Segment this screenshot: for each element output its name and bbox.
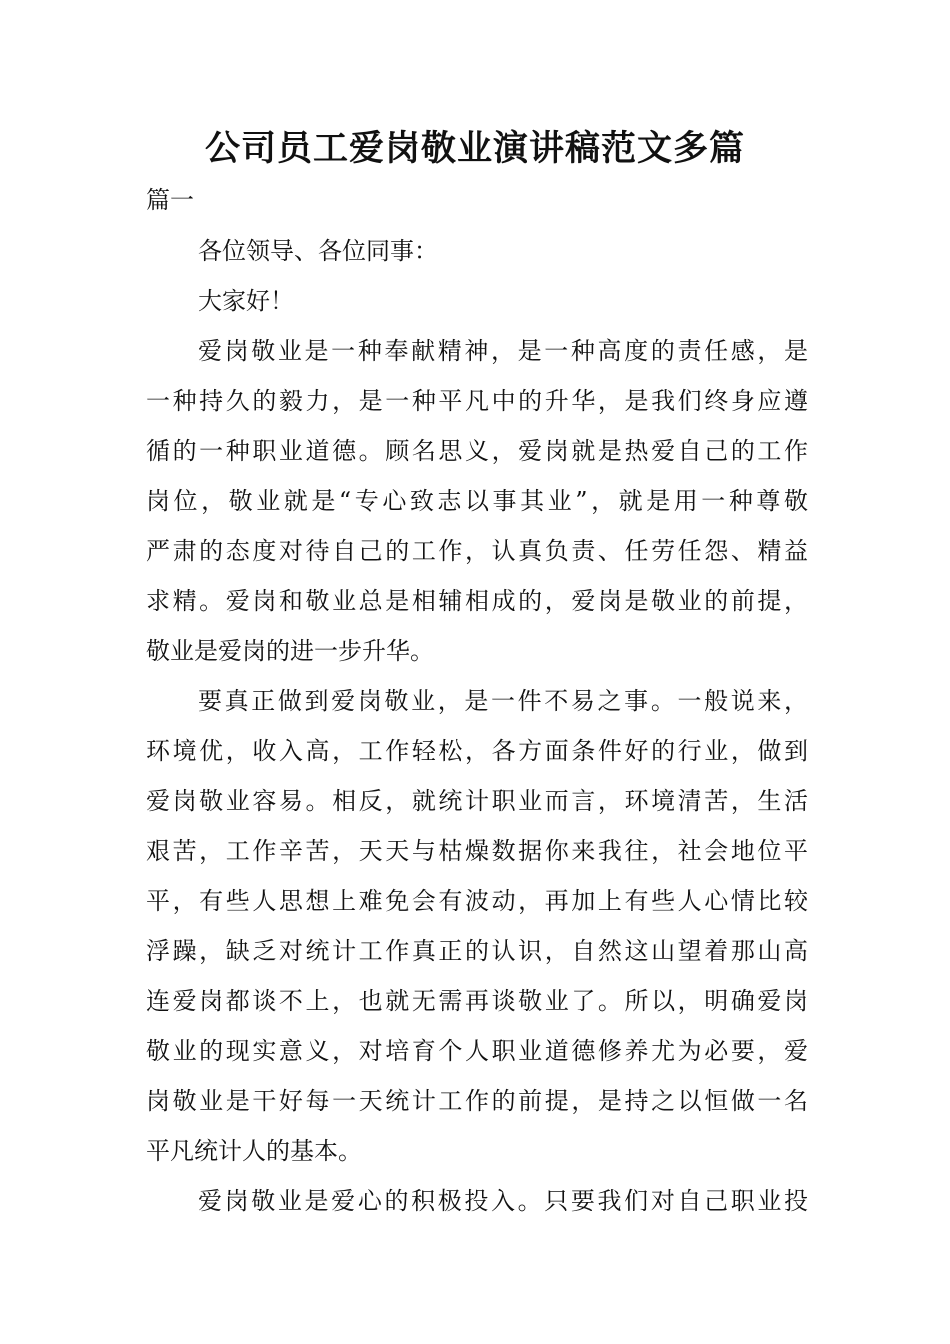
text-line: 岗位，敬业就是“专心致志以事其业”，就是用一种尊敬: [146, 487, 808, 515]
text-line: 平，有些人思想上难免会有波动，再加上有些人心情比较: [146, 887, 808, 915]
section-label: 篇一: [146, 186, 194, 214]
text-line: 平凡统计人的基本。: [146, 1137, 362, 1165]
text-line: 浮躁，缺乏对统计工作真正的认识，自然这山望着那山高: [146, 937, 808, 965]
text-line: 敬业的现实意义，对培育个人职业道德修养尤为必要，爱: [146, 1037, 808, 1065]
text-line: 爱岗敬业是爱心的积极投入。只要我们对自己职业投: [198, 1187, 808, 1215]
text-line: 岗敬业是干好每一天统计工作的前提，是持之以恒做一名: [146, 1087, 808, 1115]
text-line: 连爱岗都谈不上，也就无需再谈敬业了。所以，明确爱岗: [146, 987, 808, 1015]
text-line: 一种持久的毅力，是一种平凡中的升华，是我们终身应遵: [146, 387, 808, 415]
text-line: 大家好！: [198, 287, 294, 315]
text-line: 循的一种职业道德。顾名思义，爱岗就是热爱自己的工作: [146, 437, 808, 465]
text-line: 各位领导、各位同事：: [198, 237, 438, 265]
text-line: 艰苦，工作辛苦，天天与枯燥数据你来我往，社会地位平: [146, 837, 808, 865]
text-line: 敬业是爱岗的进一步升华。: [146, 637, 434, 665]
text-line: 环境优，收入高，工作轻松，各方面条件好的行业，做到: [146, 737, 808, 765]
text-line: 爱岗敬业是一种奉献精神，是一种高度的责任感，是: [198, 337, 808, 365]
text-line: 要真正做到爱岗敬业，是一件不易之事。一般说来，: [198, 687, 808, 715]
document-body: [146, 226, 808, 1226]
text-line: 求精。爱岗和敬业总是相辅相成的，爱岗是敬业的前提，: [146, 587, 808, 615]
document-title: 公司员工爱岗敬业演讲稿范文多篇: [204, 129, 745, 169]
text-line: 爱岗敬业容易。相反，就统计职业而言，环境清苦，生活: [146, 787, 808, 815]
text-line: 严肃的态度对待自己的工作，认真负责、任劳任怨、精益: [146, 537, 808, 565]
